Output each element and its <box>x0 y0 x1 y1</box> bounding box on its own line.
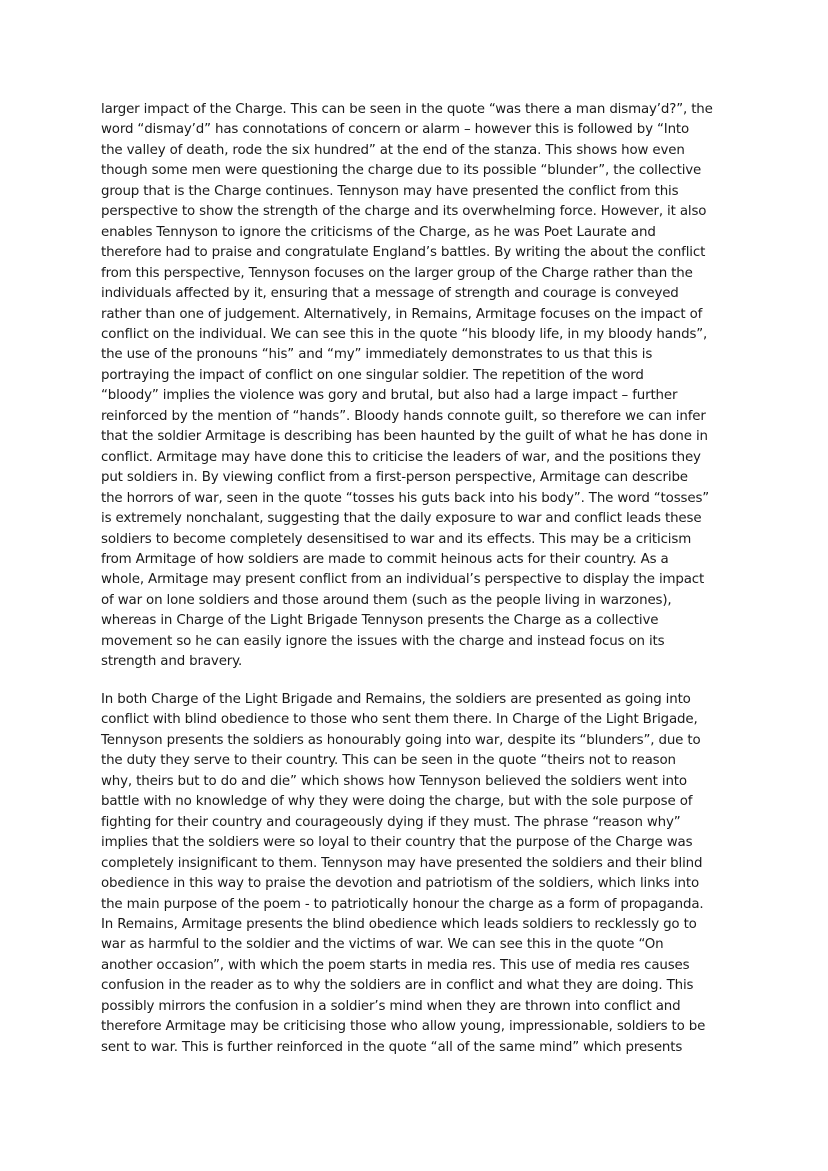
text-line: whole, Armitage may present conflict from an individual’s perspective to display the impact <box>101 572 705 588</box>
text-line: from Armitage of how soldiers are made to commit heinous acts for their country. As a <box>101 551 669 567</box>
text-line: strength and bravery. <box>101 654 243 670</box>
text-line: that the soldier Armitage is describing has been haunted by the guilt of what he has done in <box>101 429 708 445</box>
text-line: the duty they serve to their country. This can be seen in the quote “theirs not to reason <box>101 753 676 769</box>
text-line: possibly mirrors the confusion in a soldier’s mind when they are thrown into conflict and <box>101 998 681 1014</box>
text-line: perspective to show the strength of the charge and its overwhelming force. However, it also <box>101 204 707 220</box>
text-line: conflict. Armitage may have done this to criticise the leaders of war, and the positions they <box>101 449 701 465</box>
text-line: put soldiers in. By viewing conflict from a first-person perspective, Armitage can describe <box>101 470 688 486</box>
text-line: portraying the impact of conflict on one singular soldier. The repetition of the word <box>101 367 644 383</box>
text-line: the main purpose of the poem - to patriotically honour the charge as a form of propaganda. <box>101 896 704 912</box>
text-line: completely insignificant to them. Tennyson may have presented the soldiers and their blind <box>101 855 703 871</box>
body-paragraph-1 <box>101 100 731 673</box>
text-line: confusion in the reader as to why the soldiers are in conflict and what they are doing. This <box>101 978 694 994</box>
text-line: another occasion”, with which the poem starts in media res. This use of media res causes <box>101 957 690 973</box>
text-line: implies that the soldiers were so loyal to their country that the purpose of the Charge was <box>101 835 693 851</box>
body-paragraph-2 <box>101 690 731 1058</box>
text-line: of war on lone soldiers and those around them (such as the people living in warzones), <box>101 592 672 608</box>
text-line: individuals affected by it, ensuring that a message of strength and courage is conveyed <box>101 286 679 302</box>
text-line: the horrors of war, seen in the quote “tosses his guts back into his body”. The word “tosses” <box>101 490 710 506</box>
text-line: the use of the pronouns “his” and “my” immediately demonstrates to us that this is <box>101 347 653 363</box>
text-line: “bloody” implies the violence was gory and brutal, but also had a large impact – further <box>101 388 678 404</box>
text-line: Tennyson presents the soldiers as honourably going into war, despite its “blunders”, due to <box>101 732 701 748</box>
text-line: fighting for their country and courageously dying if they must. The phrase “reason why” <box>101 814 681 830</box>
text-line: is extremely nonchalant, suggesting that the daily exposure to war and conflict leads these <box>101 511 702 527</box>
text-line: group that is the Charge continues. Tennyson may have presented the conflict from this <box>101 183 679 199</box>
text-line: sent to war. This is further reinforced in the quote “all of the same mind” which presents <box>101 1039 683 1055</box>
text-line: soldiers to become completely desensitised to war and its effects. This may be a criticism <box>101 531 692 547</box>
text-line: battle with no knowledge of why they were doing the charge, but with the sole purpose of <box>101 794 693 810</box>
text-line: whereas in Charge of the Light Brigade Tennyson presents the Charge as a collective <box>101 613 659 629</box>
text-line: larger impact of the Charge. This can be seen in the quote “was there a man dismay’d?”, the <box>101 102 713 117</box>
text-line: conflict on the individual. We can see this in the quote “his bloody life, in my bloody hands”, <box>101 326 708 342</box>
text-line: why, theirs but to do and die” which shows how Tennyson believed the soldiers went into <box>101 773 687 789</box>
text-line: therefore had to praise and congratulate England’s battles. By writing the about the conflict <box>101 245 706 261</box>
text-line: obedience in this way to praise the devotion and patriotism of the soldiers, which links into <box>101 876 700 892</box>
text-line: reinforced by the mention of “hands”. Bloody hands connote guilt, so therefore we can infer <box>101 408 706 424</box>
text-line: though some men were questioning the charge due to its possible “blunder”, the collective <box>101 163 702 179</box>
text-line: therefore Armitage may be criticising those who allow young, impressionable, soldiers to be <box>101 1019 706 1035</box>
text-line: enables Tennyson to ignore the criticisms of the Charge, as he was Poet Laurate and <box>101 224 656 240</box>
text-line: word “dismay’d” has connotations of concern or alarm – however this is followed by “Into <box>101 122 690 138</box>
text-line: the valley of death, rode the six hundred” at the end of the stanza. This shows how even <box>101 142 685 158</box>
text-line: In both Charge of the Light Brigade and Remains, the soldiers are presented as going into <box>101 692 691 707</box>
text-line: conflict with blind obedience to those who sent them there. In Charge of the Light Brigade, <box>101 712 698 728</box>
text-line: movement so he can easily ignore the issues with the charge and instead focus on its <box>101 633 665 649</box>
text-line: war as harmful to the soldier and the victims of war. We can see this in the quote “On <box>101 937 664 953</box>
text-line: from this perspective, Tennyson focuses on the larger group of the Charge rather than the <box>101 265 693 281</box>
text-line: rather than one of judgement. Alternatively, in Remains, Armitage focuses on the impact of <box>101 306 703 322</box>
text-line: In Remains, Armitage presents the blind obedience which leads soldiers to recklessly go to <box>101 916 697 932</box>
